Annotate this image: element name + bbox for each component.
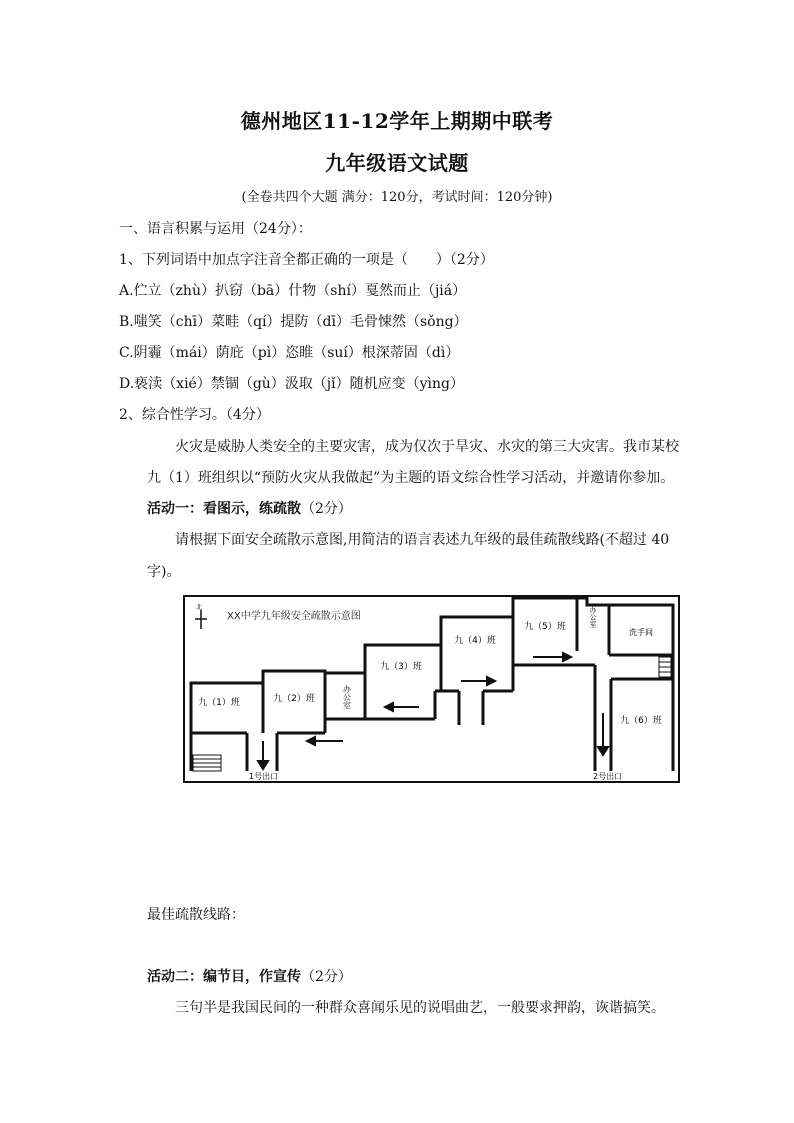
- exam-note: (全卷共四个大题 满分：120分，考试时间：120分钟): [241, 190, 553, 205]
- activity-2-score: （2分）: [301, 969, 352, 985]
- activity-2-heading: [147, 966, 352, 986]
- diagram-frame: [184, 596, 679, 782]
- activity-1-score: （2分）: [301, 501, 352, 517]
- room-class-4: 九（4）班: [454, 636, 496, 646]
- activity-1-label: 活动一：看图示，练疏散: [147, 501, 301, 517]
- activity-2-label: 活动二：编节目，作宣传: [147, 969, 301, 985]
- room-office-2: 办公室: [589, 606, 597, 628]
- evacuation-diagram: [183, 595, 680, 783]
- room-class-2: 九（2）班: [273, 694, 315, 704]
- room-class-5: 九（5）班: [524, 622, 566, 632]
- question-1-option-b: B.嗤笑（chī）菜畦（qí）提防（dī）毛骨悚然（sǒng）: [119, 314, 468, 330]
- room-class-3: 九（3）班: [380, 662, 422, 672]
- room-class-6: 九（6）班: [620, 716, 662, 726]
- exam-subtitle: 九年级语文试题: [325, 151, 469, 175]
- activity-2-text: 三句半是我国民间的一种群众喜闻乐见的说唱曲艺，一般要求押韵，诙谐搞笑。: [175, 1000, 665, 1016]
- exit-2-label: 2号出口: [593, 772, 623, 781]
- exam-title: 德州地区11-12学年上期期中联考: [240, 109, 554, 133]
- activity-1-instruction-line1: 请根据下面安全疏散示意图,用简洁的语言表述九年级的最佳疏散线路(不超过 40: [175, 532, 670, 548]
- question-2-intro-line1: 火灾是威胁人类安全的主要灾害，成为仅次于旱灾、水灾的第三大灾害。我市某校: [175, 439, 679, 455]
- stairs-1: [193, 755, 221, 771]
- question-2-intro-line2: 九（1）班组织以“预防火灾从我做起”为主题的语文综合性学习活动，并邀请你参加。: [147, 470, 675, 486]
- stairs-2: [659, 657, 671, 677]
- question-1-stem: 1、下列词语中加点字注音全都正确的一项是（ ）（2分）: [119, 252, 494, 268]
- svg-text:北: 北: [195, 604, 203, 611]
- activity-1-instruction-line2: 字)。: [147, 564, 181, 580]
- question-1-option-a: A.伫立（zhù）扒窃（bā）什物（shí）戛然而止（jiá）: [119, 283, 467, 299]
- activity-1-heading: [147, 498, 352, 518]
- room-class-1: 九（1）班: [198, 698, 240, 708]
- room-office-1: 办公室: [342, 685, 352, 709]
- answer-label: 最佳疏散线路：: [147, 907, 245, 923]
- exit-1-label: 1号出口: [249, 772, 279, 781]
- room-washroom: 洗手间: [629, 628, 653, 637]
- question-1-option-c: C.阴霾（mái）荫庇（pì）恣睢（suí）根深蒂固（dì）: [119, 345, 460, 361]
- question-2-stem: 2、综合性学习。（4分）: [119, 407, 270, 423]
- diagram-title: XX中学九年级安全疏散示意图: [227, 611, 361, 622]
- section-heading: 一、语言积累与运用（24分）：: [119, 221, 312, 237]
- question-1-option-d: D.亵渎（xié）禁锢（gù）汲取（jǐ）随机应变（yìng）: [119, 376, 464, 392]
